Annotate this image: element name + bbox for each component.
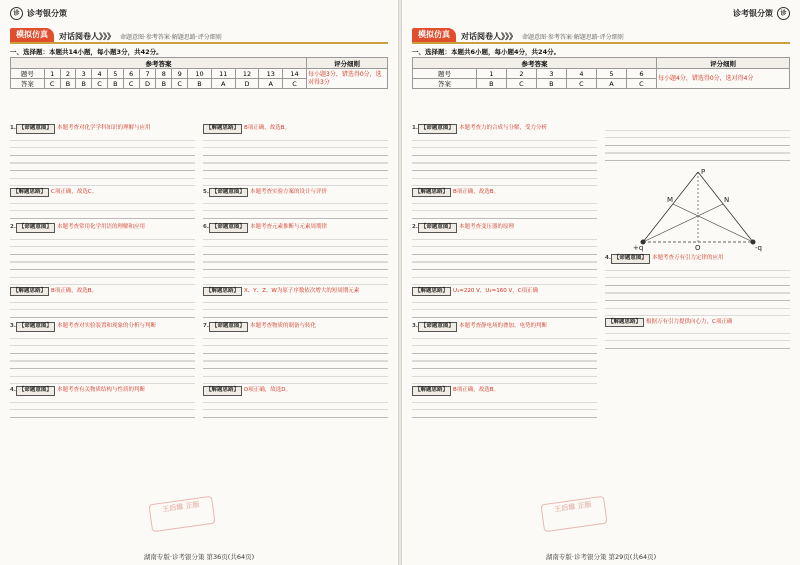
brand-badge-icon: 诊 bbox=[10, 7, 23, 20]
solution-head bbox=[203, 124, 388, 134]
item-lead-text: 本题考查对实验装置和现象的分析与判断 bbox=[56, 323, 156, 330]
right-column-2 bbox=[605, 124, 790, 542]
item-lead-text: 本题考查实验方案的设计与评价 bbox=[249, 188, 327, 195]
solution-head bbox=[412, 322, 597, 332]
solution-block bbox=[412, 287, 597, 321]
answer-cell: B bbox=[60, 79, 76, 89]
solution-block bbox=[412, 322, 597, 384]
item-number: 7. bbox=[203, 323, 209, 330]
text-lines bbox=[10, 296, 195, 320]
solution-head bbox=[412, 386, 597, 396]
left-footer: 湖南专版·诊考银分策 第36页(共64页) bbox=[143, 553, 255, 561]
item-tag: 【命题意图】 bbox=[611, 254, 650, 264]
field-diagram bbox=[623, 164, 773, 252]
label-o: O bbox=[694, 244, 701, 252]
item-lead-text: D项正确，故选D。 bbox=[244, 386, 291, 393]
solution-block bbox=[203, 124, 388, 186]
question-number-cell: 5 bbox=[597, 69, 627, 79]
text-lines bbox=[605, 124, 790, 162]
item-lead-text: 本题考查常用化学用语的理解和应用 bbox=[56, 224, 145, 231]
solution-head bbox=[10, 188, 195, 198]
label-m: M bbox=[666, 196, 673, 204]
right-topbar bbox=[412, 6, 790, 20]
item-lead-text: 本题考查静电场的叠加、电势的判断 bbox=[458, 323, 547, 330]
item-tag: 【命题意图】 bbox=[209, 223, 248, 233]
solution-head bbox=[10, 287, 195, 297]
solution-block bbox=[203, 322, 388, 384]
solution-head bbox=[203, 322, 388, 332]
item-number: 2. bbox=[10, 224, 16, 231]
solution-block bbox=[10, 188, 195, 222]
solution-head bbox=[605, 318, 790, 328]
item-number: 6. bbox=[203, 224, 209, 231]
text-lines bbox=[412, 233, 597, 285]
item-number: 3. bbox=[412, 323, 418, 330]
solution-head bbox=[10, 124, 195, 134]
answer-cell: B bbox=[476, 79, 506, 89]
question-type-line: 一、选择题：本题共6小题，每小题4分，共24分。 bbox=[412, 48, 561, 56]
item-tag: 【命题意图】 bbox=[16, 386, 55, 396]
diagram-line bbox=[643, 172, 698, 242]
section-subtitle: 命题意图·参考答案·解题思路·评分细则 bbox=[522, 34, 624, 41]
question-number-cell: 4 bbox=[566, 69, 596, 79]
item-number: 4. bbox=[605, 255, 611, 261]
question-number-cell: 12 bbox=[235, 69, 259, 79]
solution-block bbox=[412, 188, 597, 222]
brand-name: 诊考银分策 bbox=[733, 8, 773, 18]
solution-block bbox=[605, 254, 790, 316]
item-lead-text: U₁=220 V，U₂=160 V，C项正确 bbox=[453, 287, 539, 294]
right-column-1 bbox=[412, 124, 597, 542]
item-tag: 【解题思路】 bbox=[412, 188, 451, 198]
rubric-text: 每小题4分，错选得0分，选对得4分 bbox=[657, 69, 790, 89]
question-number-cell: 8 bbox=[156, 69, 172, 79]
solution-block bbox=[10, 223, 195, 285]
text-lines bbox=[10, 197, 195, 221]
item-lead-text: B项正确，故选B。 bbox=[51, 287, 98, 294]
section-subtitle: 命题意图·参考答案·解题思路·评分细则 bbox=[120, 34, 222, 41]
text-lines bbox=[412, 134, 597, 186]
answer-cell: C bbox=[172, 79, 188, 89]
item-lead-text: 本题考查变压器的原理 bbox=[458, 224, 514, 231]
question-number-cell: 9 bbox=[172, 69, 188, 79]
item-lead-text: B项正确，故选B。 bbox=[453, 386, 500, 393]
right-page bbox=[402, 0, 800, 565]
item-tag: 【解题思路】 bbox=[412, 386, 451, 396]
brand-badge-icon: 诊 bbox=[777, 7, 790, 20]
solution-block bbox=[203, 287, 388, 321]
answer-cell: A bbox=[211, 79, 235, 89]
question-number-cell: 2 bbox=[506, 69, 536, 79]
text-lines bbox=[10, 332, 195, 384]
solution-block bbox=[412, 386, 597, 420]
item-tag: 【解题思路】 bbox=[203, 287, 242, 297]
text-lines bbox=[412, 332, 597, 384]
item-tag: 【解题思路】 bbox=[605, 318, 644, 328]
section-pill: 模拟仿真 bbox=[10, 28, 54, 42]
question-number-cell: 6 bbox=[123, 69, 139, 79]
item-lead-text: 本题考查万有引力定律的应用 bbox=[651, 255, 724, 261]
question-number-cell: 6 bbox=[626, 69, 656, 79]
solution-block bbox=[10, 287, 195, 321]
solution-block bbox=[10, 386, 195, 420]
right-section-header bbox=[412, 26, 790, 44]
text-lines bbox=[412, 396, 597, 420]
solution-block bbox=[412, 223, 597, 285]
solution-head bbox=[203, 287, 388, 297]
answer-cell: C bbox=[92, 79, 108, 89]
item-lead-text: X、Y、Z、W为原子序数依次增大的短周期元素 bbox=[244, 287, 360, 294]
text-lines bbox=[605, 327, 790, 351]
question-number-cell: 5 bbox=[107, 69, 123, 79]
question-number-cell: 4 bbox=[92, 69, 108, 79]
item-tag: 【命题意图】 bbox=[16, 322, 55, 332]
solution-head bbox=[412, 223, 597, 233]
score-banner: 评分细则 bbox=[657, 58, 790, 69]
item-lead-text: B项正确，故选B。 bbox=[244, 125, 291, 131]
item-number: 3. bbox=[10, 323, 16, 330]
item-number: 5. bbox=[203, 188, 209, 195]
left-section-header bbox=[10, 26, 388, 44]
solution-head bbox=[203, 223, 388, 233]
answer-cell: D bbox=[235, 79, 259, 89]
item-tag: 【命题意图】 bbox=[209, 188, 248, 198]
label-p: P bbox=[700, 168, 705, 176]
solution-head bbox=[203, 386, 388, 396]
text-lines bbox=[10, 396, 195, 420]
solution-block bbox=[10, 322, 195, 384]
item-lead-text: 本题考查物质的制备与转化 bbox=[249, 323, 316, 330]
text-lines bbox=[203, 332, 388, 384]
label-q2: -q bbox=[754, 244, 762, 252]
answer-cell: C bbox=[283, 79, 307, 89]
watermark-stamp: 王后雄 正版 bbox=[148, 496, 215, 533]
item-lead-text: 根据万有引力提供向心力，C项正确 bbox=[646, 318, 733, 325]
solution-head bbox=[412, 124, 597, 134]
item-tag: 【命题意图】 bbox=[16, 124, 55, 134]
answer-cell: C bbox=[566, 79, 596, 89]
answer-banner: 参考答案 bbox=[11, 58, 307, 69]
answer-cell: C bbox=[626, 79, 656, 89]
solution-block bbox=[412, 124, 597, 186]
item-lead-text: 本题考查有关物质结构与性质的判断 bbox=[56, 386, 145, 393]
text-lines bbox=[203, 396, 388, 420]
solution-block bbox=[203, 188, 388, 222]
item-tag: 【解题思路】 bbox=[10, 188, 49, 198]
answer-cell: B bbox=[156, 79, 172, 89]
answer-cell: A bbox=[597, 79, 627, 89]
item-tag: 【命题意图】 bbox=[209, 322, 248, 332]
item-tag: 【解题思路】 bbox=[412, 287, 451, 297]
solution-head bbox=[10, 322, 195, 332]
solution-block bbox=[10, 124, 195, 186]
solution-head bbox=[412, 188, 597, 198]
section-pill: 模拟仿真 bbox=[412, 28, 456, 42]
question-type-line: 一、选择题：本题共14小题，每小题3分，共42分。 bbox=[10, 48, 163, 56]
item-lead-text: B项正确，故选B。 bbox=[453, 188, 500, 195]
question-number-cell: 13 bbox=[259, 69, 283, 79]
answer-cell: B bbox=[76, 79, 92, 89]
question-number-cell: 3 bbox=[76, 69, 92, 79]
diagram-line bbox=[643, 204, 723, 242]
solution-head bbox=[10, 386, 195, 396]
score-banner: 评分细则 bbox=[307, 58, 388, 69]
solution-block bbox=[203, 223, 388, 285]
answer-cell: D bbox=[139, 79, 156, 89]
watermark-stamp: 王后雄 正版 bbox=[540, 496, 607, 533]
question-row-label: 题号 bbox=[11, 69, 45, 79]
item-tag: 【命题意图】 bbox=[418, 223, 457, 233]
item-lead-text: 本题考查元素推断与元素周期律 bbox=[249, 224, 327, 231]
left-column-1 bbox=[10, 124, 195, 542]
text-lines bbox=[203, 197, 388, 221]
solution-head bbox=[203, 188, 388, 198]
solution-head bbox=[605, 254, 790, 264]
item-number: 4. bbox=[10, 386, 16, 393]
answer-banner: 参考答案 bbox=[413, 58, 657, 69]
item-lead-text: 本题考查对化学学科知识的理解与应用 bbox=[56, 125, 151, 131]
answer-cell: C bbox=[44, 79, 60, 89]
section-title: 对话阅卷人》》》 bbox=[461, 32, 517, 41]
text-lines bbox=[203, 233, 388, 285]
answer-row-label: 答案 bbox=[413, 79, 477, 89]
brand-name: 诊考银分策 bbox=[27, 8, 67, 18]
text-lines bbox=[10, 134, 195, 186]
solution-block bbox=[203, 386, 388, 420]
item-tag: 【解题思路】 bbox=[10, 287, 49, 297]
question-number-cell: 1 bbox=[44, 69, 60, 79]
left-page bbox=[0, 0, 398, 565]
item-number: 2. bbox=[412, 224, 418, 231]
item-number: 1. bbox=[10, 125, 16, 131]
label-n: N bbox=[723, 196, 729, 204]
rubric-text: 每小题3分，错选得0分，选对得3分 bbox=[307, 69, 388, 89]
item-number: 1. bbox=[412, 125, 418, 131]
item-tag: 【解题思路】 bbox=[203, 386, 242, 396]
answer-cell: C bbox=[506, 79, 536, 89]
answer-cell: A bbox=[259, 79, 283, 89]
question-number-cell: 11 bbox=[211, 69, 235, 79]
text-lines bbox=[605, 264, 790, 316]
solution-head bbox=[10, 223, 195, 233]
answer-cell: B bbox=[188, 79, 212, 89]
answer-row-label: 答案 bbox=[11, 79, 45, 89]
text-lines bbox=[412, 296, 597, 320]
item-tag: 【解题思路】 bbox=[203, 124, 242, 134]
right-answer-table bbox=[412, 57, 790, 89]
diagram-line bbox=[698, 172, 753, 242]
item-lead-text: C项正确，故选C。 bbox=[51, 188, 98, 195]
text-lines bbox=[412, 197, 597, 221]
right-footer: 湖南专版·诊考银分策 第29页(共64页) bbox=[545, 553, 657, 561]
answer-cell: B bbox=[107, 79, 123, 89]
text-lines bbox=[203, 134, 388, 186]
question-number-cell: 2 bbox=[60, 69, 76, 79]
answer-cell: C bbox=[123, 79, 139, 89]
item-tag: 【命题意图】 bbox=[16, 223, 55, 233]
text-lines bbox=[203, 296, 388, 320]
section-title: 对话阅卷人》》》 bbox=[59, 32, 115, 41]
answer-cell: B bbox=[536, 79, 566, 89]
item-tag: 【命题意图】 bbox=[418, 322, 457, 332]
left-answer-table bbox=[10, 57, 388, 89]
question-row-label: 题号 bbox=[413, 69, 477, 79]
text-lines bbox=[10, 233, 195, 285]
question-number-cell: 7 bbox=[139, 69, 156, 79]
question-number-cell: 3 bbox=[536, 69, 566, 79]
question-number-cell: 10 bbox=[188, 69, 212, 79]
solution-block bbox=[605, 318, 790, 352]
question-number-cell: 14 bbox=[283, 69, 307, 79]
item-tag: 【命题意图】 bbox=[418, 124, 457, 134]
label-q1: +q bbox=[632, 244, 643, 252]
question-number-cell: 1 bbox=[476, 69, 506, 79]
left-column-2 bbox=[203, 124, 388, 542]
item-lead-text: 本题考查力的合成与分解，受力分析 bbox=[458, 125, 547, 131]
diagram-line bbox=[673, 204, 753, 242]
left-topbar bbox=[10, 6, 388, 20]
solution-head bbox=[412, 287, 597, 297]
